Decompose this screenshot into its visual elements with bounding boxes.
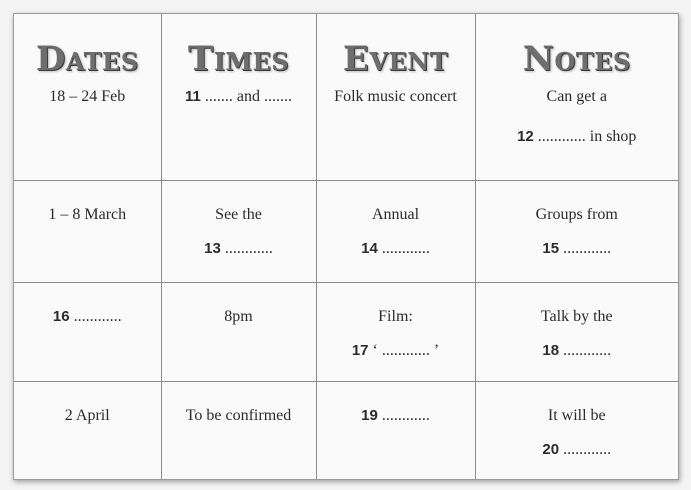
event-cell	[316, 282, 475, 381]
dates-cell	[14, 14, 161, 180]
event-line: Film:	[378, 307, 413, 325]
notes-answer	[476, 239, 679, 259]
notes-cell	[475, 381, 678, 479]
answer-gap: ............	[224, 239, 273, 257]
notes-line: Can get a	[546, 88, 607, 105]
date-answer	[14, 307, 161, 327]
events-table	[14, 14, 678, 479]
time-answer	[162, 239, 316, 259]
question-number: 13	[204, 239, 221, 257]
event-line: Annual	[371, 205, 420, 223]
time-value: 8pm	[224, 307, 253, 325]
answer-gap: ....... and .......	[204, 88, 292, 105]
answer-gap: ............	[563, 239, 612, 257]
time-line: See the	[215, 205, 262, 223]
event-answer	[317, 341, 475, 361]
times-heading: Times	[187, 39, 290, 79]
dates-heading: Dates	[35, 39, 139, 79]
notes-sheet	[13, 13, 679, 480]
event-cell	[316, 381, 475, 479]
event-cell	[316, 180, 475, 282]
event-cell	[316, 14, 475, 180]
table-row	[14, 14, 678, 180]
times-cell	[161, 180, 316, 282]
question-number: 20	[542, 440, 560, 458]
notes-answer	[476, 341, 679, 361]
date-value: 2 April	[64, 406, 110, 424]
event-answer	[317, 406, 475, 426]
answer-gap: ............	[563, 440, 612, 458]
question-number: 12	[517, 128, 534, 145]
table-row	[14, 282, 678, 381]
question-number: 11	[185, 88, 201, 105]
notes-answer	[476, 127, 679, 147]
event-heading: Event	[342, 39, 449, 79]
notes-answer	[476, 440, 679, 460]
time-value	[162, 87, 316, 107]
notes-line: Groups from	[535, 205, 618, 223]
answer-gap: ............	[381, 406, 430, 424]
time-value: To be confirmed	[185, 406, 292, 424]
dates-cell	[14, 282, 161, 381]
event-value: Folk music concert	[334, 88, 457, 105]
event-answer	[317, 239, 475, 259]
question-number: 18	[542, 341, 560, 359]
notes-cell	[475, 14, 678, 180]
notes-cell	[475, 180, 678, 282]
date-value: 1 – 8 March	[48, 205, 127, 223]
notes-line: It will be	[547, 406, 606, 424]
notes-cell	[475, 282, 678, 381]
question-number: 19	[361, 406, 378, 424]
times-cell	[161, 381, 316, 479]
question-number: 17	[351, 341, 369, 359]
times-cell	[161, 282, 316, 381]
notes-heading: Notes	[522, 39, 631, 79]
dates-cell	[14, 180, 161, 282]
times-cell	[161, 14, 316, 180]
answer-gap: ............	[563, 341, 612, 359]
table-row	[14, 381, 678, 479]
answer-gap: ‘ ............ ’	[372, 341, 440, 359]
answer-gap: ............	[381, 239, 430, 257]
answer-gap: ............ in shop	[537, 128, 637, 145]
question-number: 14	[361, 239, 378, 257]
date-value: 18 – 24 Feb	[49, 88, 126, 105]
dates-cell	[14, 381, 161, 479]
notes-line: Talk by the	[540, 307, 613, 325]
question-number: 16	[52, 307, 70, 325]
question-number: 15	[542, 239, 560, 257]
table-row	[14, 180, 678, 282]
answer-gap: ............	[73, 307, 122, 325]
